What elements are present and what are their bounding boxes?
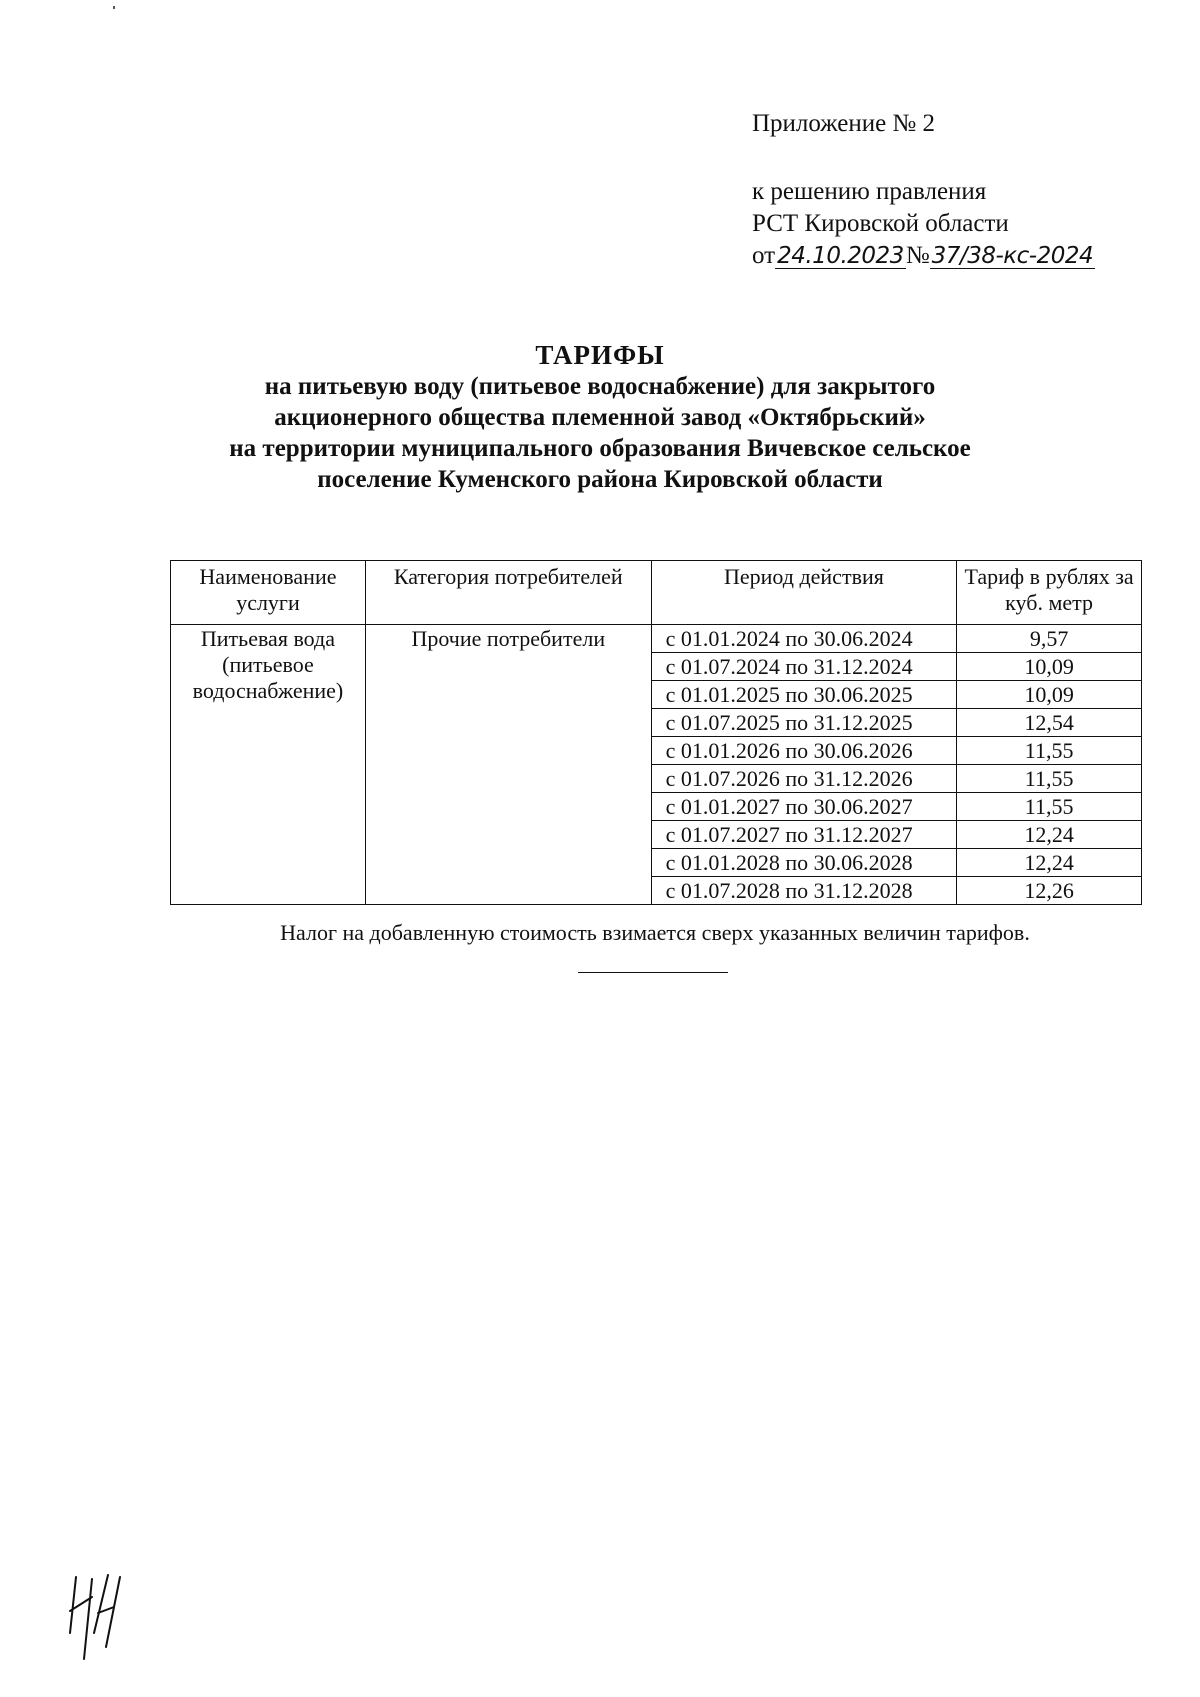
tariff-cell: 11,55 xyxy=(957,737,1142,765)
tariff-cell: 12,26 xyxy=(957,877,1142,905)
tariff-cell: 10,09 xyxy=(957,681,1142,709)
decision-date: 24.10.2023 xyxy=(777,243,904,269)
tariff-cell: 11,55 xyxy=(957,765,1142,793)
period-cell: с 01.01.2024 по 30.06.2024 xyxy=(651,625,957,653)
consumer-category: Прочие потребители xyxy=(365,625,651,905)
document-title: ТАРИФЫ xyxy=(535,340,665,370)
heading-line-2: акционерного общества племенной завод «Октябрьский» xyxy=(274,404,926,431)
signature-mark xyxy=(62,1573,142,1663)
appendix-title: Приложение № 2 xyxy=(752,110,936,137)
period-cell: с 01.07.2024 по 31.12.2024 xyxy=(651,653,957,681)
number-prefix: № xyxy=(905,242,930,269)
tariff-cell: 9,57 xyxy=(957,625,1142,653)
header-service: Наименование услуги xyxy=(171,561,366,625)
tariff-cell: 12,24 xyxy=(957,849,1142,877)
table-row xyxy=(171,625,1142,653)
appendix-date-line xyxy=(752,240,1095,272)
tariff-cell: 10,09 xyxy=(957,653,1142,681)
end-divider xyxy=(578,972,728,973)
header-period: Период действия xyxy=(651,561,957,625)
service-name: Питьевая вода (питьевое водоснабжение) xyxy=(171,625,366,905)
appendix-block xyxy=(752,108,1095,272)
heading-line-3: на территории муниципального образования Вичевское сельское xyxy=(229,435,971,462)
decision-number: 37/38-кс-2024 xyxy=(931,243,1094,269)
table-header-row xyxy=(171,561,1142,625)
from-prefix: от xyxy=(752,242,776,269)
period-cell: с 01.07.2027 по 31.12.2027 xyxy=(651,821,957,849)
header-category: Категория потребителей xyxy=(365,561,651,625)
header-tariff: Тариф в рублях за куб. метр xyxy=(957,561,1142,625)
appendix-line-2: РСТ Кировской области xyxy=(752,210,1009,237)
document-heading xyxy=(0,340,1200,495)
scan-speck xyxy=(113,6,115,9)
period-cell: с 01.01.2028 по 30.06.2028 xyxy=(651,849,957,877)
heading-line-4: поселение Куменского района Кировской области xyxy=(317,466,883,493)
period-cell: с 01.01.2026 по 30.06.2026 xyxy=(651,737,957,765)
appendix-line-1: к решению правления xyxy=(752,178,987,205)
period-cell: с 01.07.2025 по 31.12.2025 xyxy=(651,709,957,737)
vat-note: Налог на добавленную стоимость взимается сверх указанных величин тарифов. xyxy=(280,920,1030,945)
tariff-table xyxy=(170,560,1142,905)
period-cell: с 01.01.2027 по 30.06.2027 xyxy=(651,793,957,821)
period-cell: с 01.01.2025 по 30.06.2025 xyxy=(651,681,957,709)
tariff-cell: 11,55 xyxy=(957,793,1142,821)
tariff-cell: 12,54 xyxy=(957,709,1142,737)
period-cell: с 01.07.2028 по 31.12.2028 xyxy=(651,877,957,905)
heading-line-1: на питьевую воду (питьевое водоснабжение) для закрытого xyxy=(264,373,936,400)
period-cell: с 01.07.2026 по 31.12.2026 xyxy=(651,765,957,793)
tariff-cell: 12,24 xyxy=(957,821,1142,849)
